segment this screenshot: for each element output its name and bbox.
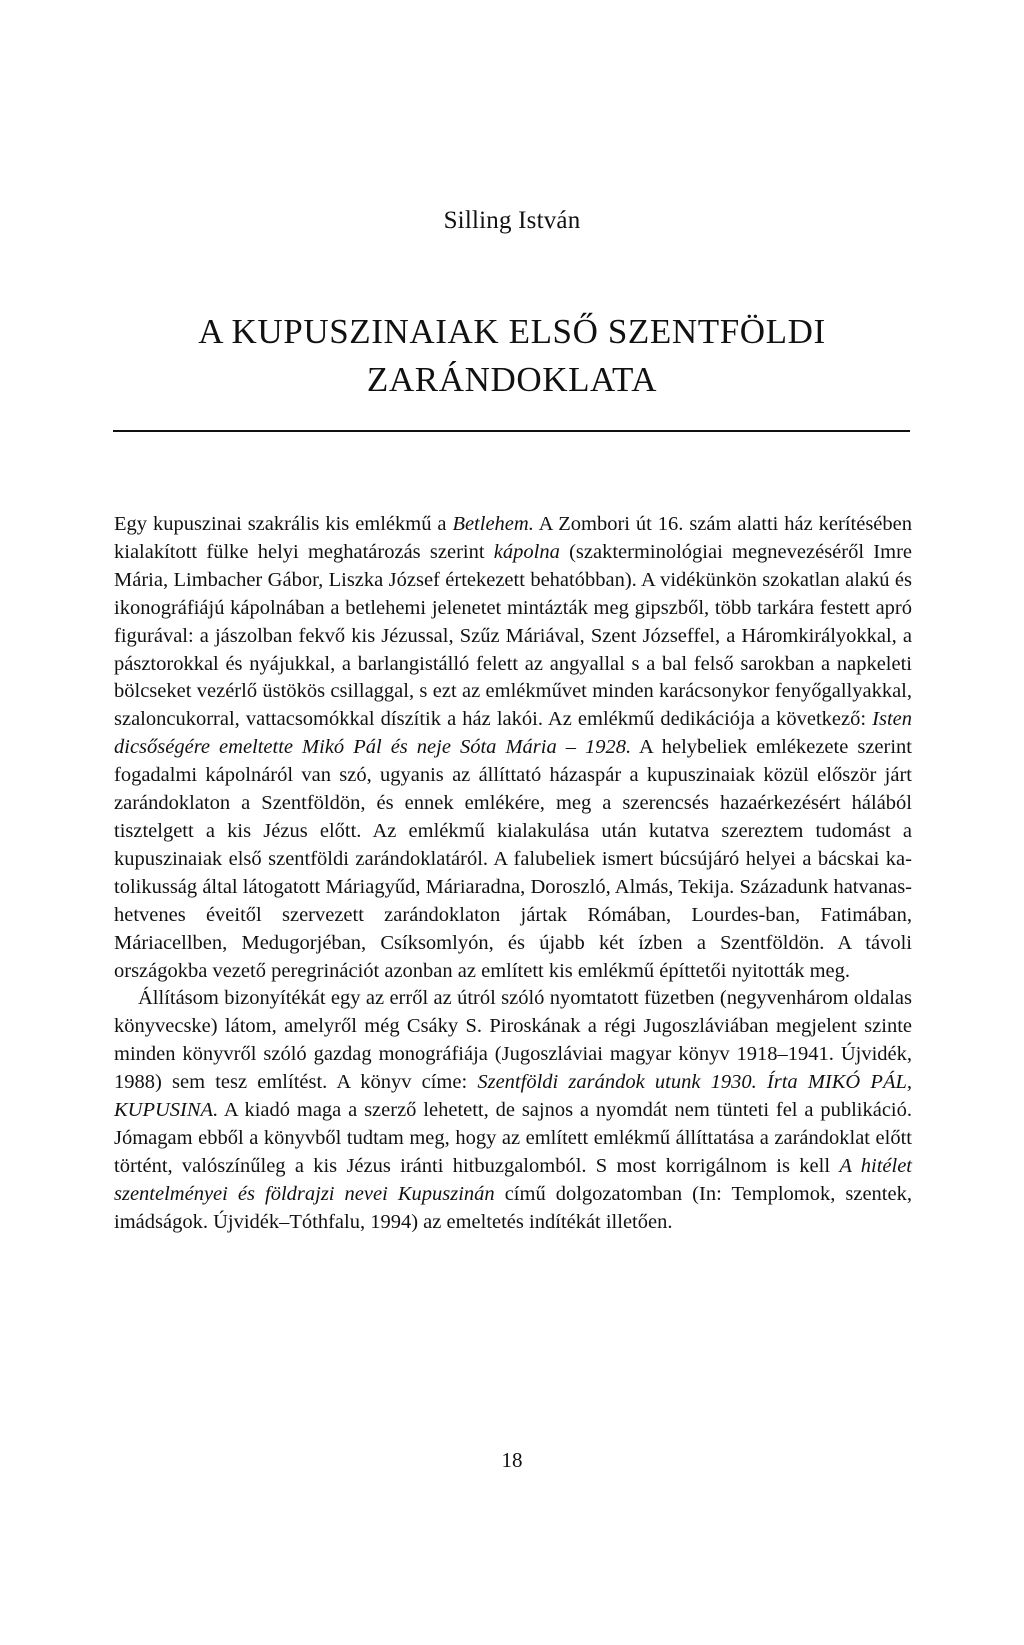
paragraph-2-text-3: című dolgozatomban (In: Templomok, szentek, imádságok. Újvidék–Tóthfalu, 1994) az emeltetés indítékát illetően. <box>114 1182 912 1233</box>
paragraph-1-italic-1: Betlehem. <box>452 513 534 535</box>
paragraph-1-italic-3: Isten dicsőségére emeltette Mikó Pál és neje Sóta Mária – 1928. <box>114 708 912 759</box>
paragraph-2-italic-1: Szentföldi zarándok utunk 1930. Írta MIKÓ PÁL, KUPUSINA. <box>114 1071 912 1122</box>
author-name: Silling István <box>443 207 581 234</box>
paragraph-2-text-1: Állításom bizonyítékát egy az erről az útról szóló nyomtatott füzetben (negyvenhárom oldalas könyvecske) látom, amelyről még Csáky S. Piroskának a régi Jugoszláviában megjelent szinte minden könyvről szóló gazdag monográfiája (Jugoszláviai magyar könyv 1918–1941. Újvidék, 1988) sem tesz említést. A könyv címe: <box>114 987 912 1094</box>
paragraph-2 <box>114 985 912 1236</box>
paragraph-1-text-2: A Zombori út 16. szám alatti ház kerítésében kialakított fülke helyi meghatározás szerint <box>114 513 912 563</box>
article-body <box>114 511 912 1237</box>
title-line-1: A KUPUSZINAIAK ELSŐ SZENTFÖLDI <box>198 312 826 351</box>
paragraph-1 <box>114 511 912 985</box>
paragraph-2-text-2: A kiadó maga a szerző lehetett, de sajnos a nyomdát nem tünteti fel a publikáció. Jómagam ebből a könyvből tudtam meg, hogy az említett emlékmű állíttatása a zarándoklat előtt történt, valószínűleg a kis Jézus iránti hitbuzgalomból. S most korrigálnom is kell <box>114 1099 912 1177</box>
paragraph-1-text-4: A helybeliek emlékezete szerint fogadalmi kápolnáról van szó, ugyanis az állíttató házaspár a kupuszinaiak közül először járt zarándoklaton a Szentföldön, és ennek emlékére, meg a szerencsés hazaérkezésért hálából tisztelgett a kis Jézus előtt. Az emlékmű kialakulása után kutatva szereztem tudomást a kupuszinaiak első szentföldi zarándoklatáról. A falubeliek ismert búcsújáró helyei a bácskai katolikusság által látogatott Máriagyűd, Máriaradna, Doroszló, Almás, Tekija. Századunk hatvanas-hetvenes éveitől szervezett zarándoklaton jártak Rómában, Lourdes-ban, Fatimában, Máriacellben, Medugorjéban, Csíksomlyón, és újabb két ízben a Szentföldön. A távoli országokba vezető peregrinációt azonban az említett kis emlékmű építtetői nyitották meg. <box>114 736 912 982</box>
paragraph-1-text-1: Egy kupuszinai szakrális kis emlékmű a <box>114 513 453 535</box>
title-line-2: ZARÁNDOKLATA <box>366 360 658 399</box>
paragraph-1-text-3: (szakterminológiai megnevezéséről Imre Mária, Limbacher Gábor, Liszka József értekezett behatóbban). A vidékünkön szokatlan alakú és ikonográfiájú kápolnában a betlehemi jelenetet mintázták meg gipszből, több tarkára festett apró figurával: a jászolban fekvő kis Jézussal, Szűz Máriával, Szent Józseffel, a Háromkirályokkal, a pásztorokkal és nyájukkal, a barlangistálló felett az angyallal s a bal felső sarokban a napkeleti bölcseket vezérlő üstökös csillaggal, s ezt az emlékművet minden karácsonykor fenyőgallyakkal, szaloncukorral, vattacsomókkal díszítik a ház lakói. Az emlékmű dedikációja a következő: <box>114 540 912 731</box>
article-title <box>0 308 1024 404</box>
paragraph-2-italic-2: A hitélet szentelményei és földrajzi nevei Kupuszinán <box>114 1154 912 1205</box>
title-divider <box>113 430 910 432</box>
page-number: 18 <box>501 1448 523 1472</box>
paragraph-1-italic-2: kápolna <box>493 540 560 563</box>
